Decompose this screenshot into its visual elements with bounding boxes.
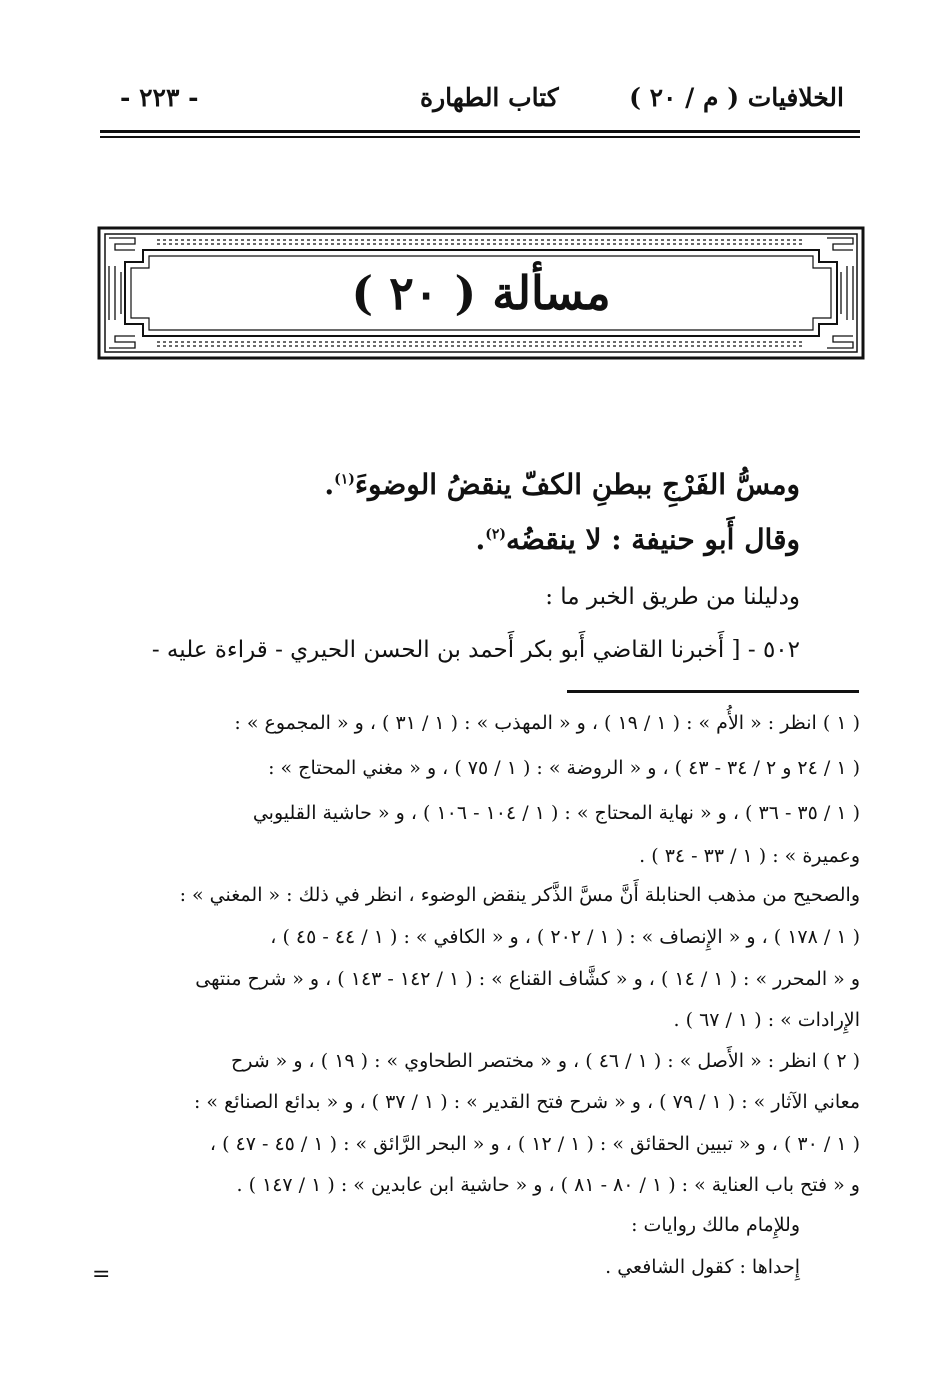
body-line-1-end: .: [324, 468, 335, 501]
footnote-separator: [567, 690, 859, 693]
header-rule-thin: [100, 136, 860, 138]
body-line-2-text: وقال أَبو حنيفة : لا ينقضُه: [506, 523, 800, 556]
footnote-line: ( ١ / ١٧٨ ) ، و « الإِنصاف » : ( ١ / ٢٠٢ ) ، و « الكافي » : ( ١ / ٤٤ - ٤٥ ) ،: [270, 926, 860, 948]
footnote-line: الإِرادات » : ( ١ / ٦٧ ) .: [673, 1009, 860, 1031]
body-line-2: [476, 523, 800, 556]
footnote-line: إِحداها : كقول الشافعي .: [605, 1256, 800, 1278]
footnote-line: وللإِمام مالك روايات :: [631, 1214, 800, 1236]
footnote-line: و « فتح باب العناية » : ( ١ / ٨٠ - ٨١ ) ، و « حاشية ابن عابدين » : ( ١ / ١٤٧ ) .: [236, 1174, 860, 1196]
footnote-ref-2: (٢): [485, 526, 507, 543]
footnote-line: ( ٢ ) انظر : « الأَصل » : ( ١ / ٤٦ ) ، و « مختصر الطحاوي » : ( ١٩ ) ، و « شرح: [230, 1050, 860, 1072]
body-line-3: ودليلنا من طريق الخبر ما :: [545, 584, 800, 610]
footnote-line: ( ١ / ٣٠ ) ، و « تبيين الحقائق » : ( ١ / ١٢ ) ، و « البحر الرَّائق » : ( ١ / ٤٥ - ٤٧ ) ،: [209, 1133, 860, 1155]
continuation-mark: =: [92, 1262, 111, 1287]
body-line-1-text: ومسُّ الفَرْجِ ببطنِ الكفّ ينقضُ الوضوءَ: [354, 468, 800, 501]
footnote-line: و « المحرر » : ( ١ / ١٤ ) ، و « كشَّاف القناع » : ( ١ / ١٤٢ - ١٤٣ ) ، و « شرح منتهى: [195, 968, 860, 990]
chapter-title: كتاب الطهارة: [420, 83, 559, 112]
issue-title: مسألة ( ٢٠ ): [351, 266, 611, 320]
footnote-line: ( ١ / ٣٥ - ٣٦ ) ، و « نهاية المحتاج » : ( ١ / ١٠٤ - ١٠٦ ) ، و « حاشية القليوبي: [252, 802, 860, 824]
footnote-line: معاني الآثار » : ( ١ / ٧٩ ) ، و « شرح فتح القدير » : ( ١ / ٣٧ ) ، و « بدائع الصنائع » :: [193, 1091, 860, 1113]
header-rule-thick: [100, 130, 860, 133]
book-label: الخلافيات ( م / ٢٠ ): [629, 83, 844, 112]
footnote-line: وعميرة » : ( ١ / ٣٣ - ٣٤ ) .: [639, 845, 860, 867]
footnote-line: ( ١ / ٢٤ و ٢ / ٣٤ - ٤٣ ) ، و « الروضة » : ( ١ / ٧٥ ) ، و « مغني المحتاج » :: [268, 757, 860, 779]
footnote-line: ( ١ ) انظر : « الأُم » : ( ١ / ١٩ ) ، و « المهذب » : ( ١ / ٣١ ) ، و « المجموع » :: [234, 712, 860, 734]
body-line-1: [324, 468, 800, 501]
footnote-ref-1: (١): [334, 471, 355, 488]
page-number: - ٢٢٣ -: [120, 83, 199, 112]
footnote-line: والصحيح من مذهب الحنابلة أَنَّ مسَّ الذَّكر ينقض الوضوء ، انظر في ذلك : « المغني » :: [179, 884, 860, 906]
body-line-2-end: .: [475, 523, 486, 556]
body-line-4: ٥٠٢ - [ أَخبرنا القاضي أَبو بكر أَحمد بن الحسن الحيري - قراءة عليه -: [151, 637, 800, 663]
